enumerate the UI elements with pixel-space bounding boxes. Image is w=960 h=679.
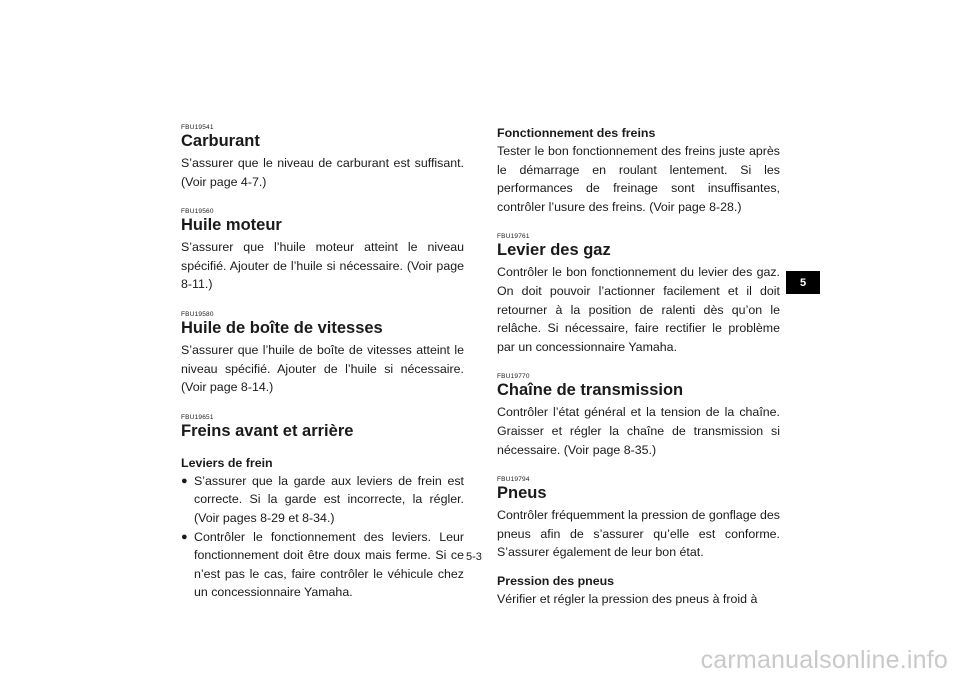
- paragraph-carburant: S’assurer que le niveau de carburant est suffisant. (Voir page 4-7.): [181, 156, 464, 189]
- section-code: FBU19770: [497, 373, 530, 381]
- paragraph-huile-boite: S’assurer que l’huile de boîte de vitesses atteint le niveau spécifié. Ajouter de l’huile si nécessaire. (Voir page 8-14.): [181, 342, 464, 395]
- section-code: FBU19651: [181, 413, 214, 421]
- section-title-huile-moteur: Huile moteur: [181, 216, 282, 235]
- paragraph-pneus: Contrôler fréquemment la pression de gonflage des pneus afin de s’assurer qu’elle est conforme. S’assurer également de leur bon état.: [497, 508, 780, 560]
- section-title-freins: Freins avant et arrière: [181, 421, 354, 440]
- paragraph-fonctionnement: Tester le bon fonctionnement des freins juste après le démarrage en roulant lentement. Si les performances de freinage sont insuffisantes, contrôler l’usure des freins. (Voir page 8-28.): [497, 144, 780, 214]
- paragraph-huile-moteur: S’assurer que l’huile moteur atteint le niveau spécifié. Ajouter de l’huile si nécessaire. (Voir page 8-11.): [181, 240, 464, 292]
- section-code: FBU19794: [497, 476, 530, 484]
- list-item: [181, 528, 464, 602]
- list-item-text: S’assurer que la garde aux leviers de frein est correcte. Si la garde est incorrecte, la régler. (Voir pages 8-29 et 8-34.): [194, 473, 464, 525]
- section-code: FBU19560: [181, 208, 214, 216]
- section-code: FBU19541: [181, 124, 214, 131]
- right-column: [497, 124, 780, 609]
- section-title-chaine: Chaîne de transmission: [497, 381, 684, 400]
- subheading-pression: Pression des pneus: [497, 573, 615, 588]
- section-title-carburant: Carburant: [181, 132, 260, 150]
- subheading-leviers: Leviers de frein: [181, 455, 273, 470]
- section-title-levier-gaz: Levier des gaz: [497, 241, 611, 260]
- page-number: 5-3: [466, 551, 482, 563]
- bullet-icon: ●: [181, 530, 188, 543]
- section-code: FBU19761: [497, 233, 530, 241]
- subheading-fonctionnement: Fonctionnement des freins: [497, 126, 656, 140]
- list-item-text: Contrôler le fonctionnement des leviers. Leur fonctionnement doit être doux mais ferme. Si ce n’est pas le cas, faire contrôler le véhicule chez un concessionnaire Yamaha.: [194, 529, 464, 600]
- chapter-tab: 5: [786, 271, 820, 294]
- section-code: FBU19580: [181, 310, 214, 318]
- bullet-icon: ●: [181, 474, 188, 487]
- section-title-pneus: Pneus: [497, 484, 547, 503]
- list-item: [181, 472, 464, 528]
- section-title-huile-boite: Huile de boîte de vitesses: [181, 318, 383, 337]
- left-column: [181, 124, 464, 602]
- paragraph-levier-gaz: Contrôler le bon fonctionnement du levier des gaz. On doit pouvoir l’actionner facilement et il doit retourner à la position de ralenti dès qu’on le relâche. Si nécessaire, faire rectifier le problème par un concessionnaire Yamaha.: [497, 265, 780, 354]
- paragraph-pression: Vérifier et régler la pression des pneus à froid à: [497, 591, 758, 606]
- paragraph-chaine: Contrôler l’état général et la tension de la chaîne. Graisser et régler la chaîne de transmission si nécessaire. (Voir page 8-35.): [497, 405, 780, 457]
- watermark: carmanualsonline.info: [700, 646, 948, 674]
